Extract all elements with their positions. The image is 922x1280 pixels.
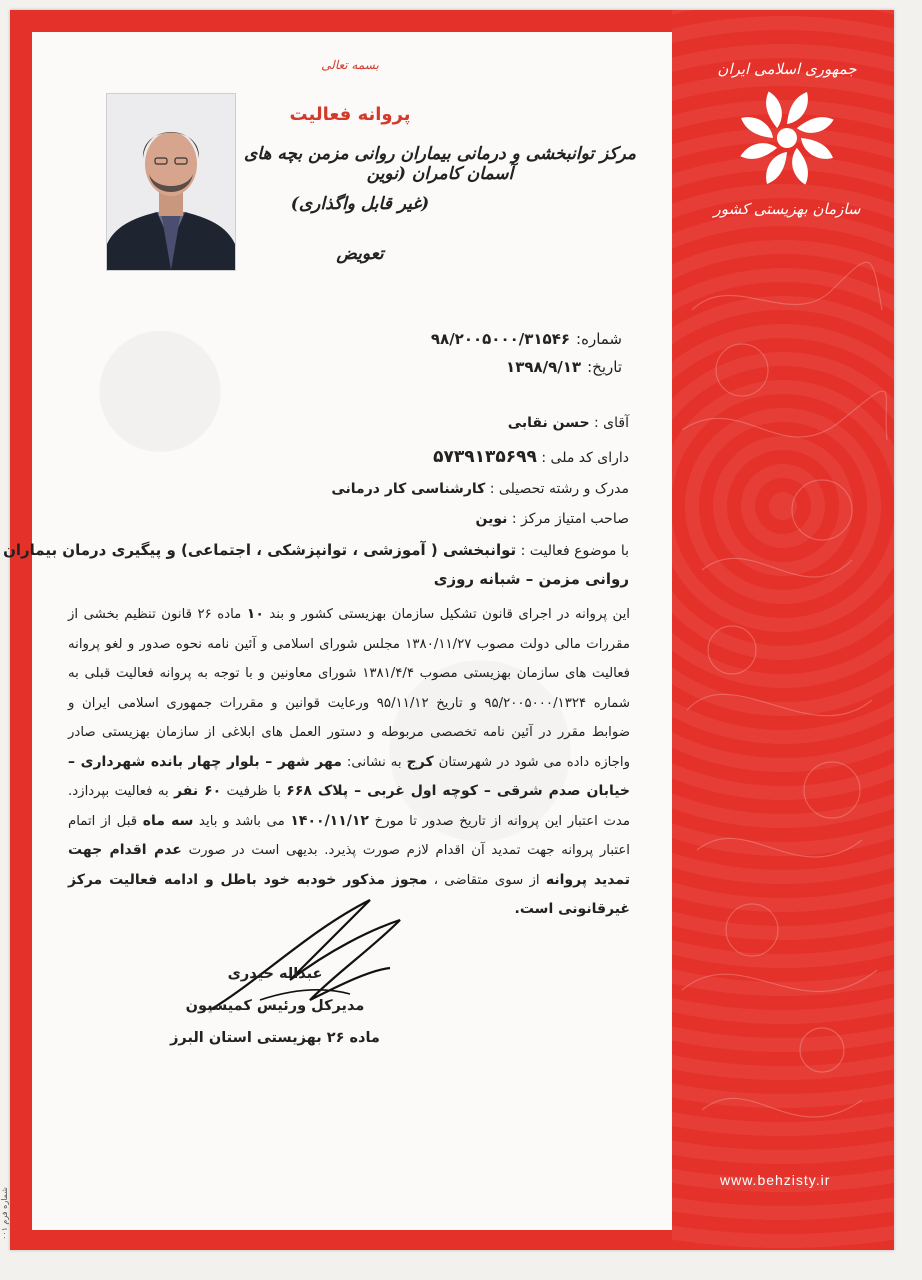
- subject-line-2: روانی مزمن – شبانه روزی: [433, 570, 629, 588]
- license-body: این پروانه در اجرای قانون تشکیل سازمان بهزیستی کشور و بند ۱۰ ماده ۲۶ قانون تنظیم بخشی از مقررات مالی دولت مصوب ۱۳۸۰/۱۱/۲۷ مجلس شورای اسلامی و آئین نامه نحوه صدور و لغو پروانه فعالیت های سازمان بهزیستی مصوب ۱۳۸۱/۴/۴ شورای معاونین و با توجه به پروانه فعالیت قبلی به شماره ۹۵/۲۰۰۵۰۰۰/۱۳۲۴ و تاریخ ۹۵/۱۱/۱۲ ورعایت قوانین و مقررات جمهوری اسلامی ایران و ضوابط مقرر در آئین نامه تخصصی مربوطه و دستور العمل های ابلاغی از سازمان بهزیستی صادر واجازه داده می شود در شهرستان کرج به نشانی: مهر شهر – بلوار چهار بانده شهرداری – خیابان صدم شرقی – کوچه اول غربی – پلاک ۶۶۸ با ظرفیت ۶۰ نفر به فعالیت بپردازد. مدت اعتبار این پروانه از تاریخ صدور تا مورخ ۱۴۰۰/۱۱/۱۲ می باشد و باید سه ماه قبل از اتمام اعتبار پروانه جهت تمدید آن اقدام لازم صورت پذیرد. بدیهی است در صورت عدم اقدام جهت تمدید پروانه از سوی متقاضی ، مجوز مذکور خودبه خود باطل و ادامه فعالیت مرکز غیرقانونی است.: [68, 606, 631, 917]
- holder-name-line: آقای : حسن نقابی: [507, 415, 629, 431]
- non-transferable-note: (غیر قابل واگذاری): [290, 194, 430, 214]
- signatory: [150, 958, 400, 1054]
- subject-line-1: با موضوع فعالیت : توانبخشی ( آموزشی ، توانپزشکی ، اجتماعی) و پیگیری درمان بیماران: [3, 541, 629, 559]
- national-id: ۵۷۳۹۱۳۵۶۹۹: [433, 447, 537, 467]
- license-title: پروانه فعالیت: [289, 104, 411, 125]
- behzisti-logo: [712, 60, 862, 230]
- logo-flower-icon: [712, 60, 862, 210]
- holder-photo: [106, 93, 236, 271]
- logo-country: جمهوری اسلامی ایران: [717, 60, 857, 78]
- degree: کارشناسی کار درمانی: [331, 481, 486, 497]
- website-link[interactable]: www.behzisty.ir: [720, 1172, 831, 1188]
- brand-band: [672, 10, 894, 1250]
- signatory-role: مدیرکل ورئیس کمیسیون: [185, 998, 365, 1014]
- address: مهر شهر – بلوار چهار بانده شهرداری – خیابان صدم شرقی – کوچه اول غربی – پلاک ۶۶۸: [68, 753, 631, 799]
- center-name: مرکز توانبخشی و درمانی بیماران روانی مزمن بچه های آسمان کامران (نوین: [243, 144, 637, 184]
- owner-line: صاحب امتیاز مرکز : نوین: [475, 511, 629, 527]
- holder-name: حسن نقابی: [507, 415, 590, 431]
- bismillah: بسمه تعالی: [321, 58, 379, 72]
- license-status: تعویض: [336, 244, 384, 264]
- degree-line: مدرک و رشته تحصیلی : کارشناسی کار درمانی: [331, 481, 629, 497]
- owner: نوین: [475, 511, 508, 527]
- capacity: ۶۰ نفر: [174, 783, 222, 799]
- expiry-date: ۱۴۰۰/۱۱/۱۲: [290, 812, 369, 829]
- license-date: تاریخ:۱۳۹۸/۹/۱۳: [506, 358, 622, 376]
- license-number: شماره:۹۸/۲۰۰۵۰۰۰/۳۱۵۴۶: [430, 330, 622, 348]
- logo-organization: سازمان بهزیستی کشور: [713, 200, 861, 218]
- portrait-icon: [107, 94, 235, 270]
- form-number: شماره فرم ۰۰۱: [0, 1187, 9, 1240]
- city: کرج: [406, 753, 434, 770]
- activity-subject: توانبخشی ( آموزشی ، توانپزشکی ، اجتماعی) و پیگیری درمان بیماران: [3, 541, 517, 559]
- signatory-name: عبداله حیدری: [227, 966, 323, 982]
- national-id-line: دارای کد ملی : ۵۷۳۹۱۳۵۶۹۹: [433, 447, 629, 467]
- signatory-office: ماده ۲۶ بهزیستی استان البرز: [170, 1030, 380, 1046]
